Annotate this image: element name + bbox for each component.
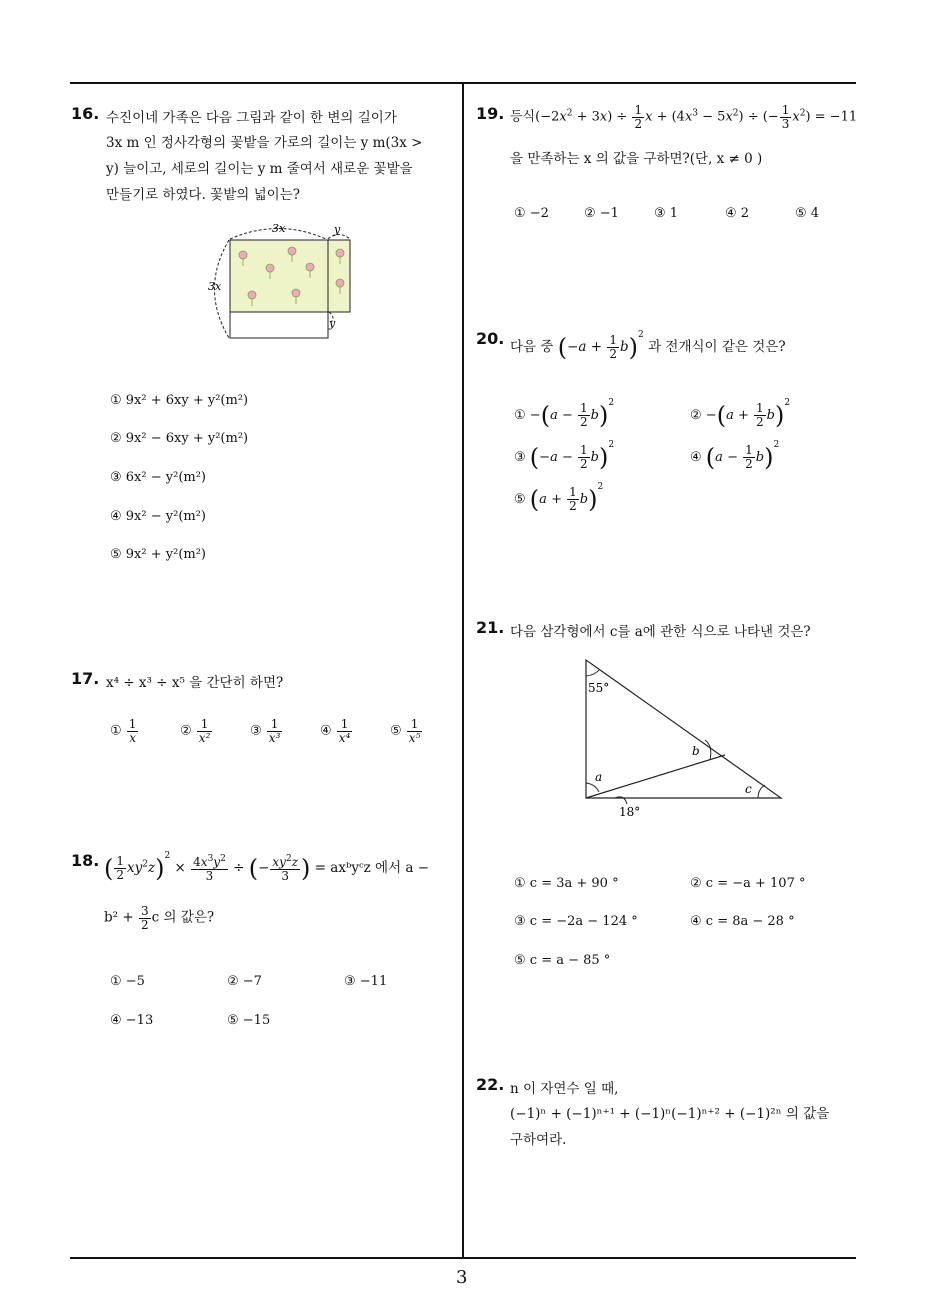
numerator: 1 (267, 718, 283, 732)
angle-arc-top (586, 670, 599, 676)
flower-bed-figure (200, 218, 360, 344)
answer-choice[interactable]: ④ (a − $\frac{1}{2}$ b)$^2$ (690, 440, 780, 472)
removed-strip (230, 312, 328, 338)
choice-mark: ① (514, 408, 526, 423)
right-bottom-length-label: y (329, 317, 336, 330)
denominator: x² (198, 730, 211, 745)
choice-mark: ④ (320, 723, 332, 739)
answer-choice[interactable] (250, 718, 283, 744)
answer-choice[interactable]: ⑤ 9x² + y²(m²) (110, 547, 206, 562)
question-number: 20. (476, 329, 505, 348)
answer-choice[interactable]: ③ c = −2a − 124 ° (514, 914, 638, 929)
denominator: x⁵ (408, 730, 421, 745)
denominator: x (129, 730, 136, 745)
question-number: 18. (71, 851, 100, 870)
question-text-line: y) 늘이고, 세로의 길이는 y m 줄여서 새로운 꽃밭을 (106, 161, 413, 177)
numerator: 1 (128, 717, 137, 731)
question-number: 21. (476, 618, 505, 637)
question-text-line: 을 만족하는 x 의 값을 구하면?(단, x ≠ 0 ) (510, 151, 763, 167)
fraction (127, 718, 139, 744)
answer-choice[interactable]: ④ 9x² − y²(m²) (110, 509, 206, 524)
angle-arc-b (705, 740, 711, 760)
original-garden-area (230, 240, 328, 312)
question-expression: ( $\frac{1}{2}$ $xy^2z)^2$ × $\frac{4x^3y^2}{3}$ ÷ (− $\frac{xy^2z}{3}$ ) = axᵇyᶜz 에서 a − (104, 851, 430, 883)
fraction (197, 718, 213, 744)
question-text-line: b² + $\frac{3}{2}$ c 의 값은? (104, 904, 215, 932)
choice-mark: ④ (690, 450, 702, 465)
answer-choice[interactable]: ② −1 (584, 206, 619, 221)
denominator: x³ (268, 730, 281, 745)
question-number: 16. (71, 104, 100, 123)
answer-choice[interactable]: ③ 1 (654, 206, 679, 221)
answer-choice[interactable]: ② 9x² − 6xy + y²(m²) (110, 431, 249, 446)
page-number: 3 (456, 1267, 468, 1288)
question-text-line: (−1)ⁿ + (−1)ⁿ⁺¹ + (−1)ⁿ(−1)ⁿ⁺² + (−1)²ⁿ 의 값을 (510, 1106, 830, 1122)
answer-choice[interactable] (180, 718, 213, 744)
answer-choice[interactable]: ④ 2 (725, 206, 750, 221)
question-text-part: 다음 중 (510, 339, 554, 355)
choice-mark: ① (110, 723, 122, 739)
angle-label-c: c (745, 782, 752, 796)
cevian-line (586, 755, 725, 798)
question-text-part: 과 전개식이 같은 것은? (648, 339, 786, 355)
answer-choice[interactable]: ② c = −a + 107 ° (690, 876, 806, 891)
answer-choice[interactable]: ① −2 (514, 206, 549, 221)
triangle-figure (575, 650, 795, 825)
numerator: 1 (337, 718, 353, 732)
question-text-line: n 이 자연수 일 때, (510, 1081, 619, 1097)
question-text-line: 구하여라. (510, 1132, 567, 1148)
triangle (586, 660, 781, 798)
answer-choice[interactable]: ② −7 (227, 974, 262, 989)
answer-choice[interactable]: ④ c = 8a − 28 ° (690, 914, 795, 929)
left-length-label: 3x (208, 280, 222, 293)
fraction (337, 718, 353, 744)
question-text: 다음 삼각형에서 c를 a에 관한 식으로 나타낸 것은? (510, 624, 811, 640)
choice-mark: ② (180, 723, 192, 739)
choice-mark: ⑤ (514, 492, 526, 507)
question-number: 17. (71, 669, 100, 688)
choice-mark: ② (690, 408, 702, 423)
answer-choice[interactable]: ② −(a + $\frac{1}{2}$ b)$^2$ (690, 398, 791, 430)
bottom-rule (70, 1257, 856, 1259)
answer-choice[interactable]: ⑤ (a + $\frac{1}{2}$ b)$^2$ (514, 482, 604, 514)
answer-choice[interactable] (390, 718, 423, 744)
answer-choice[interactable]: ① 9x² + 6xy + y²(m²) (110, 393, 249, 408)
numerator: 1 (407, 718, 423, 732)
angle-label-a: a (595, 770, 603, 784)
answer-choice[interactable]: ① −(a − $\frac{1}{2}$ b)$^2$ (514, 398, 615, 430)
answer-choice[interactable]: ① −5 (110, 974, 145, 989)
fraction (267, 718, 283, 744)
answer-choice[interactable]: ⑤ 4 (795, 206, 820, 221)
right-top-length-label: y (334, 223, 341, 236)
angle-label-18: 18° (619, 805, 641, 819)
angle-arc-c (758, 785, 765, 798)
expression-part: c 의 값은? (151, 909, 215, 926)
answer-choice[interactable] (110, 718, 139, 744)
answer-choice[interactable]: ⑤ −15 (227, 1013, 271, 1028)
fraction (407, 718, 423, 744)
answer-choice[interactable]: ① c = 3a + 90 ° (514, 876, 619, 891)
column-divider (462, 84, 464, 1258)
expression-tail: = axᵇyᶜz 에서 a − (314, 860, 430, 876)
numerator: 1 (197, 718, 213, 732)
question-number: 19. (476, 104, 505, 123)
question-expression: 다음 중 (−a + $\frac{1}{2}$ b)$^2$ 과 전개식이 같은 것은? (510, 330, 786, 362)
denominator: x⁴ (338, 730, 351, 745)
answer-choice[interactable]: ③ −11 (344, 974, 388, 989)
question-text: x⁴ ÷ x³ ÷ x⁵ 을 간단히 하면? (106, 675, 284, 691)
question-text-line: 만들기로 하였다. 꽃밭의 넓이는? (106, 187, 300, 203)
answer-choice[interactable]: ③ (−a − $\frac{1}{2}$ b)$^2$ (514, 440, 615, 472)
answer-choice[interactable]: ④ −13 (110, 1013, 154, 1028)
choice-mark: ③ (514, 450, 526, 465)
answer-choice[interactable]: ③ 6x² − y²(m²) (110, 470, 206, 485)
expression-part: b² + (104, 909, 134, 926)
question-expression: 등식$(-2x^2 + 3x)$ ÷ $\frac{1}{2}$ $x + (4x^3 - 5x^2)$ ÷ (− $\frac{1}{3}$ $x^2) = -11$ (510, 103, 858, 131)
choice-mark: ⑤ (390, 723, 402, 739)
angle-label-55: 55° (588, 681, 610, 695)
top-length-label: 3x (272, 222, 286, 235)
answer-choice[interactable]: ⑤ c = a − 85 ° (514, 953, 611, 968)
question-number: 22. (476, 1075, 505, 1094)
question-text-line: 수진이네 가족은 다음 그림과 같이 한 변의 길이가 (106, 110, 397, 126)
answer-choice[interactable] (320, 718, 353, 744)
angle-label-b: b (692, 744, 700, 758)
choice-mark: ③ (250, 723, 262, 739)
angle-arc-a (586, 783, 599, 792)
question-text-line: 3x m 인 정사각형의 꽃밭을 가로의 길이는 y m(3x > (106, 135, 423, 151)
